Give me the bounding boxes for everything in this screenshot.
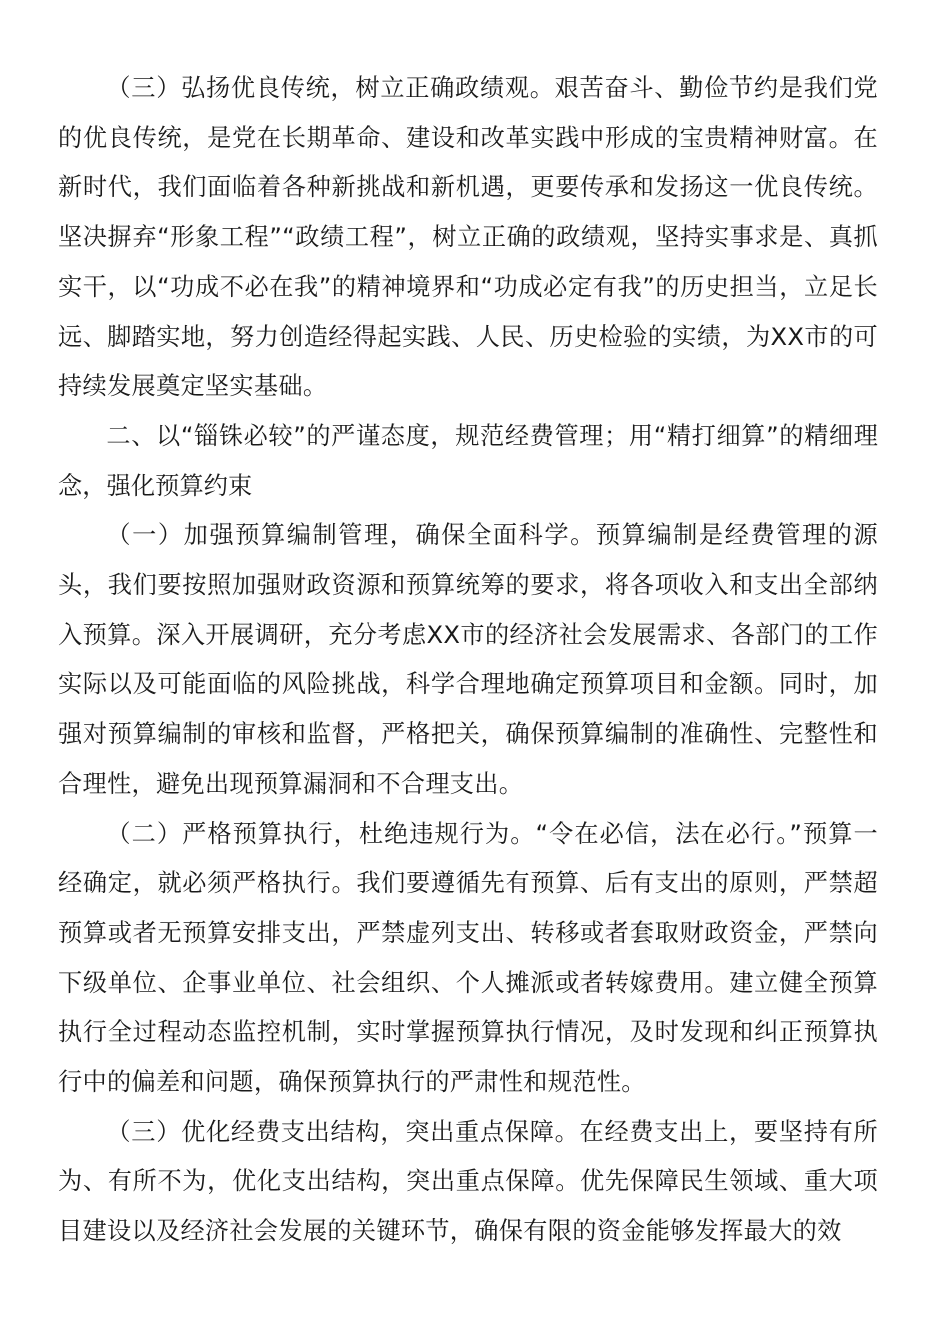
paragraph-expenditure-structure: （三）优化经费支出结构，突出重点保障。在经费支出上，要坚持有所为、有所不为，优化支出结构，突出重点保障。优先保障民生领域、重大项目建设以及经济社会发展的关键环节，确保有限的资金能够发挥最大的效 (58, 1117, 878, 1246)
paragraph-budget-execution: （二）严格预算执行，杜绝违规行为。“令在必信，法在必行。”预算一经确定，就必须严格执行。我们要遵循先有预算、后有支出的原则，严禁超预算或者无预算安排支出，严禁虚列支出、转移或者套取财政资金，严禁向下级单位、企事业单位、社会组织、个人摊派或者转嫁费用。建立健全预算执行全过程动态监控机制，实时掌握预算执行情况，及时发现和纠正预算执行中的偏差和问题，确保预算执行的严肃性和规范性。 (58, 819, 878, 1097)
document-page (58, 64, 878, 1257)
paragraph-promote-traditions: （三）弘扬优良传统，树立正确政绩观。艰苦奋斗、勤俭节约是我们党的优良传统，是党在长期革命、建设和改革实践中形成的宝贵精神财富。在新时代，我们面临着各种新挑战和新机遇，更要传承和发扬这一优良传统。坚决摒弃“形象工程”“政绩工程”，树立正确的政绩观，坚持实事求是、真抓实干，以“功成不必在我”的精神境界和“功成必定有我”的历史担当，立足长远、脚踏实地，努力创造经得起实践、人民、历史检验的实绩，为XX市的可持续发展奠定坚实基础。 (58, 74, 878, 401)
section-heading-funds-management: 二、以“锱铢必较”的严谨态度，规范经费管理；用“精打细算”的精细理念，强化预算约束 (58, 421, 878, 500)
paragraph-budget-compilation: （一）加强预算编制管理，确保全面科学。预算编制是经费管理的源头，我们要按照加强财政资源和预算统筹的要求，将各项收入和支出全部纳入预算。深入开展调研，充分考虑XX市的经济社会发展需求、各部门的工作实际以及可能面临的风险挑战，科学合理地确定预算项目和金额。同时，加强对预算编制的审核和监督，严格把关，确保预算编制的准确性、完整性和合理性，避免出现预算漏洞和不合理支出。 (58, 521, 878, 798)
